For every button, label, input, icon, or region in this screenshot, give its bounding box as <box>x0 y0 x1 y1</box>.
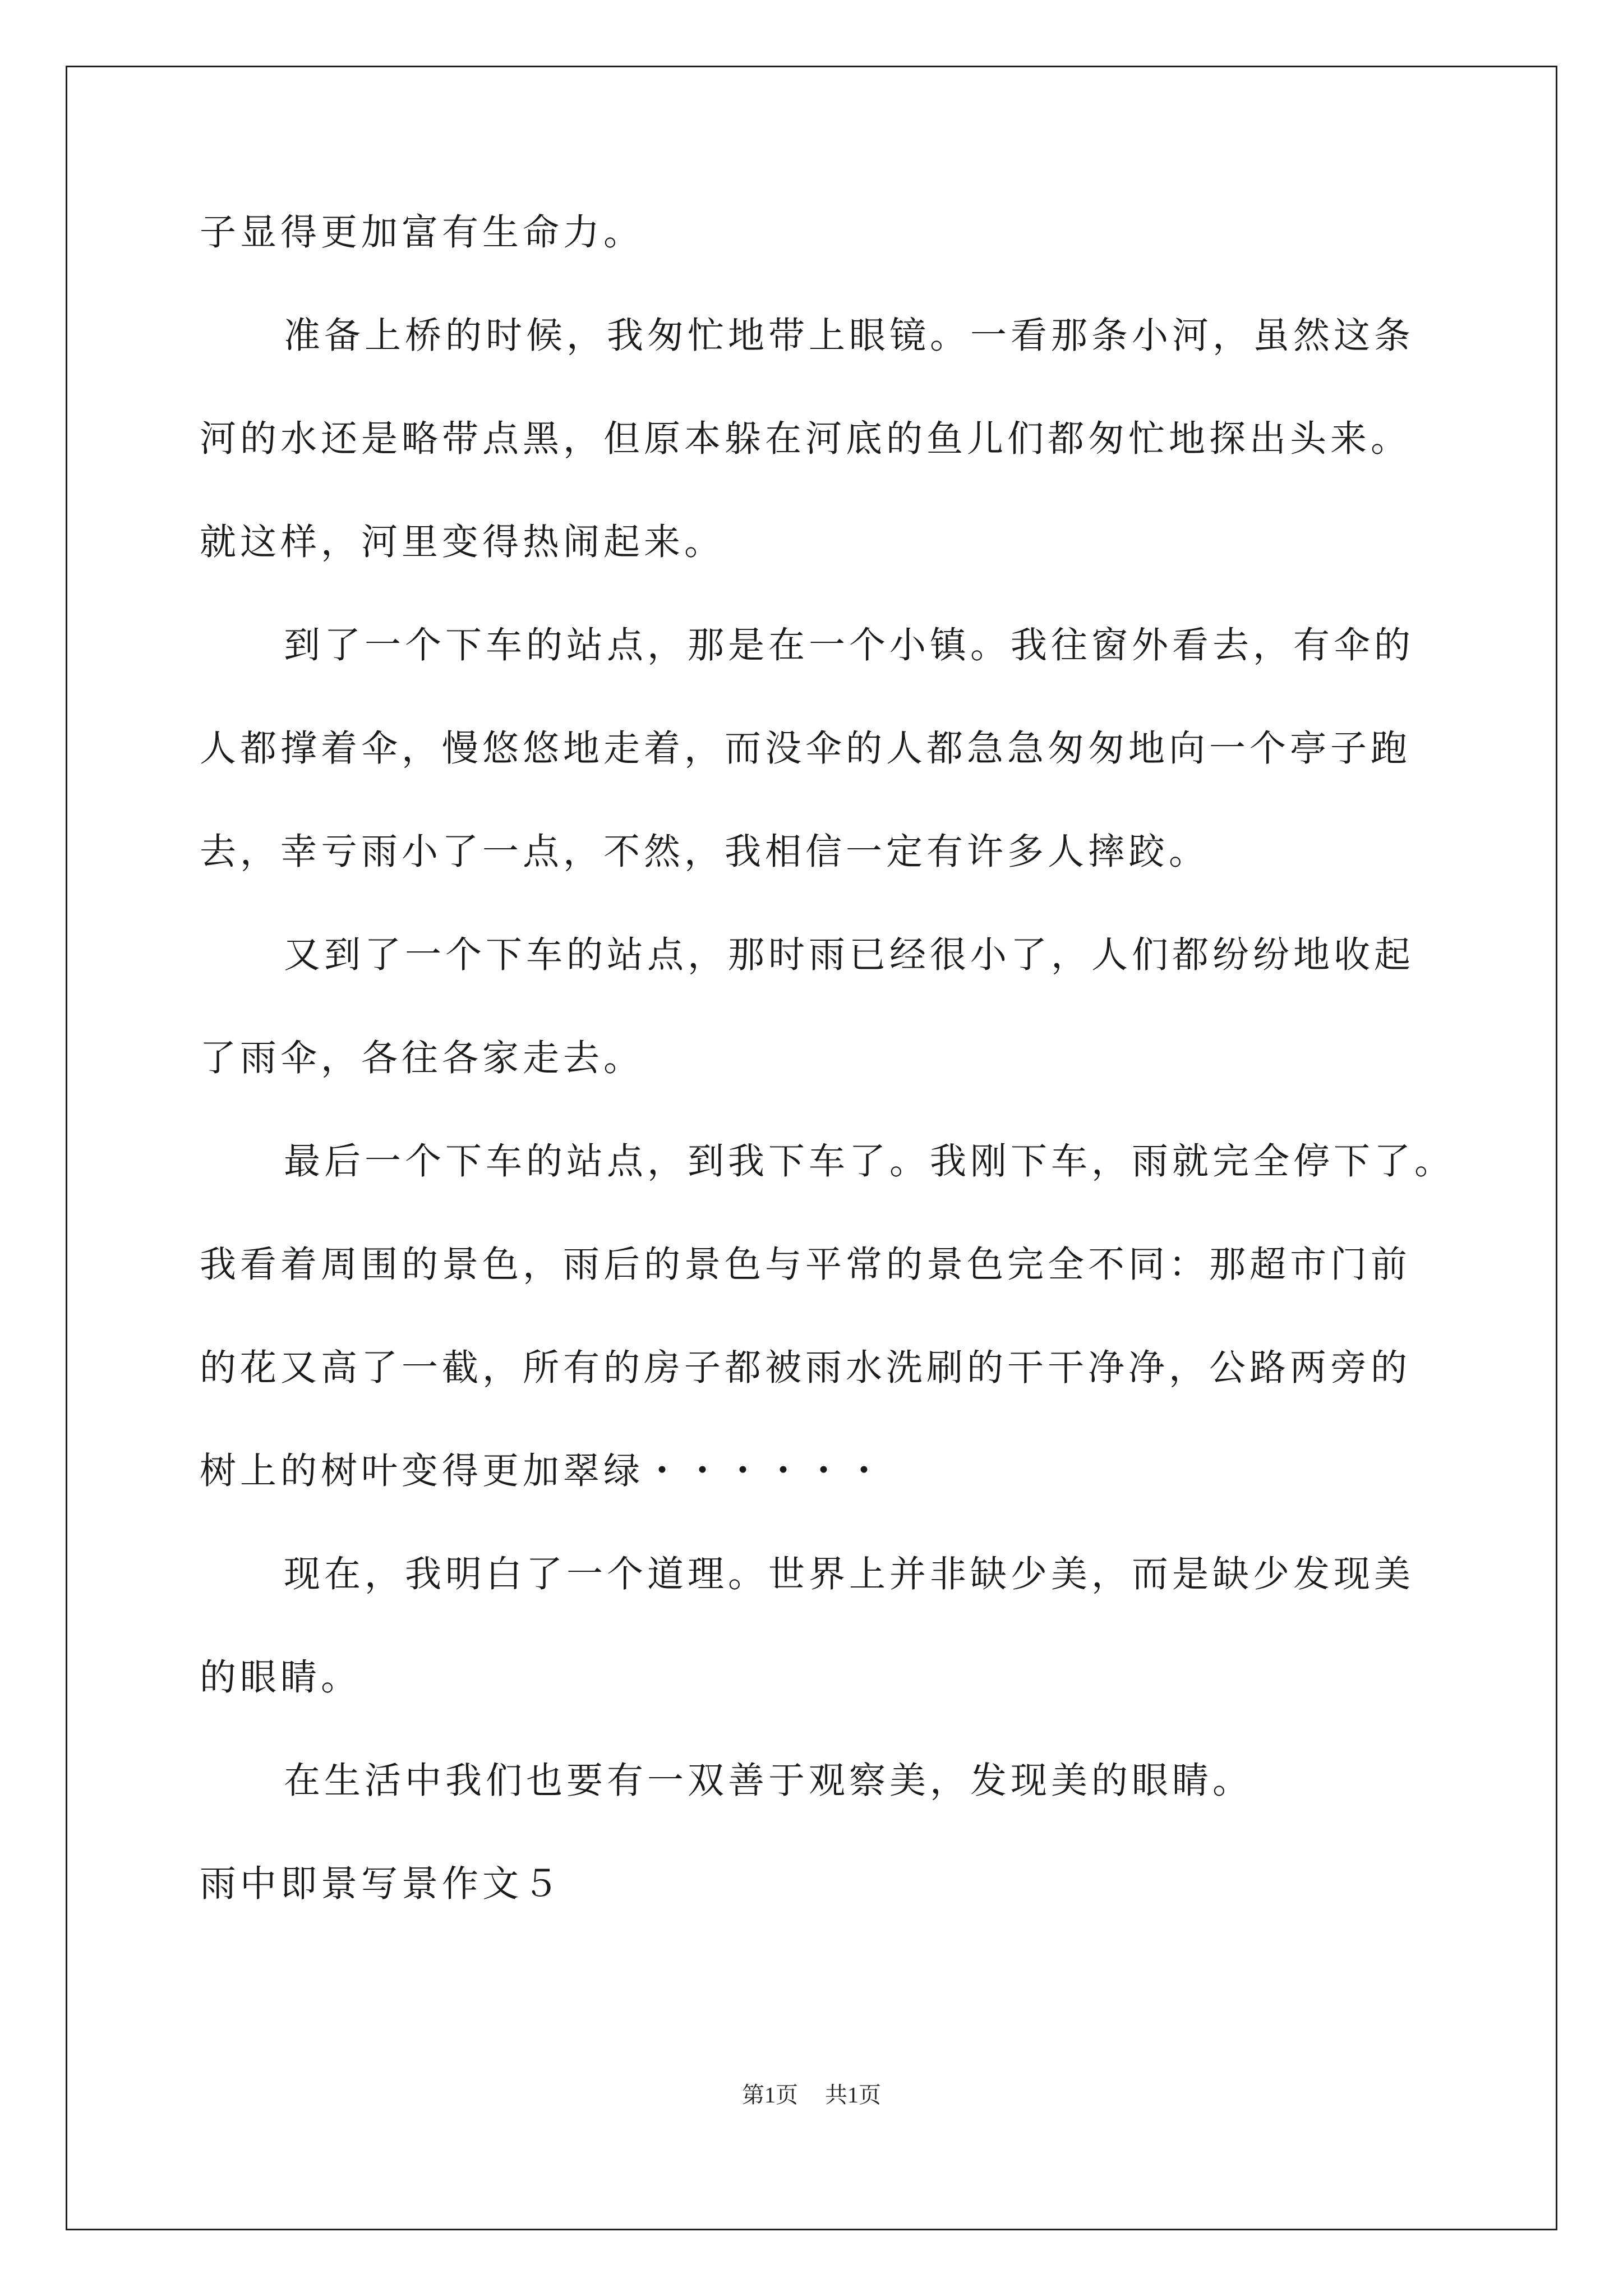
text-line: 去，幸亏雨小了一点，不然，我相信一定有许多人摔跤。 <box>200 831 1210 873</box>
section-heading: 雨中即景写景作文５ <box>200 1863 564 1905</box>
paragraph-first-line: 准备上桥的时候，我匆忙地带上眼镜。一看那条小河，虽然这条 <box>284 315 1415 357</box>
text-line: 的眼睛。 <box>200 1657 362 1699</box>
paragraph-first-line: 现在，我明白了一个道理。世界上并非缺少美，而是缺少发现美 <box>284 1553 1415 1595</box>
paragraph-first-line: 又到了一个下车的站点，那时雨已经很小了，人们都纷纷地收起 <box>284 934 1415 976</box>
text-line: 了雨伞，各往各家走去。 <box>200 1037 644 1079</box>
page-footer <box>0 2084 1623 2106</box>
paragraph-first-line: 最后一个下车的站点，到我下车了。我刚下车，雨就完全停下了。 <box>284 1140 1455 1182</box>
paragraph-first-line: 到了一个下车的站点，那是在一个小镇。我往窗外看去，有伞的 <box>284 624 1415 666</box>
page-total: 共1页 <box>825 2082 881 2108</box>
text-line: 我看着周围的景色，雨后的景色与平常的景色完全不同：那超市门前 <box>200 1244 1412 1286</box>
text-line: 就这样，河里变得热闹起来。 <box>200 521 725 563</box>
text-line: 人都撑着伞，慢悠悠地走着，而没伞的人都急急匆匆地向一个亭子跑 <box>200 728 1412 770</box>
paragraph-first-line: 在生活中我们也要有一双善于观察美，发现美的眼睛。 <box>284 1760 1253 1802</box>
text-line: 的花又高了一截，所有的房子都被雨水洗刷的干干净净，公路两旁的 <box>200 1347 1412 1389</box>
text-line: 河的水还是略带点黑，但原本躲在河底的鱼儿们都匆忙地探出头来。 <box>200 418 1412 460</box>
page-number: 第1页 <box>742 2082 798 2108</box>
text-line: 子显得更加富有生命力。 <box>200 211 644 254</box>
document-body <box>200 211 1461 1969</box>
text-line: 树上的树叶变得更加翠绿・・・・・・ <box>200 1450 887 1492</box>
